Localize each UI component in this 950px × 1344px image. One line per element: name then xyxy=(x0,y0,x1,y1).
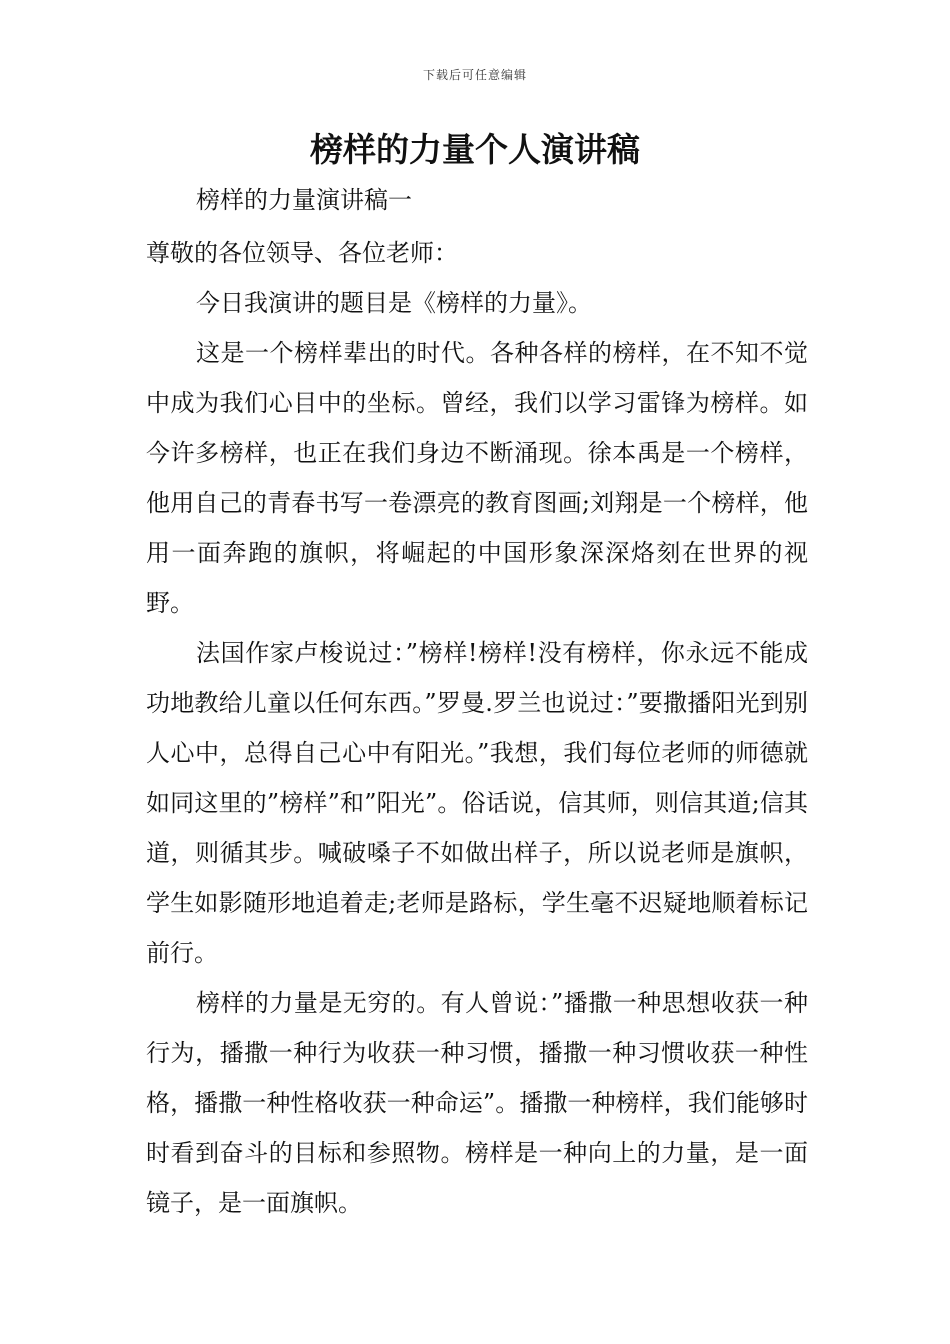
speech-topic: 今日我演讲的题目是《榜样的力量》。 xyxy=(196,289,592,317)
document-body xyxy=(146,178,808,1228)
paragraph-1: 这是一个榜样辈出的时代。各种各样的榜样，在不知不觉中成为我们心目中的坐标。曾经，我们以学习雷锋为榜样。如今许多榜样，也正在我们身边不断涌现。徐本禹是一个榜样，他用自己的青春书写一卷漂亮的教育图画;刘翔是一个榜样，他用一面奔跑的旗帜，将崛起的中国形象深深烙刻在世界的视野。 xyxy=(146,339,808,617)
salutation: 尊敬的各位领导、各位老师： xyxy=(146,239,458,267)
paragraph-2: 法国作家卢梭说过：”榜样!榜样!没有榜样，你永远不能成功地教给儿童以任何东西。”罗曼.罗兰也说过：”要撒播阳光到别人心中，总得自己心中有阳光。”我想，我们每位老师的师德就如同这里的”榜样”和”阳光”。俗话说，信其师，则信其道;信其道，则循其步。喊破嗓子不如做出样子，所以说老师是旗帜，学生如影随形地追着走;老师是路标，学生毫不迟疑地顺着标记前行。 xyxy=(146,639,808,967)
speech-subtitle: 榜样的力量演讲稿一 xyxy=(196,186,412,214)
header-note: 下载后可任意编辑 xyxy=(422,68,527,82)
paragraph-3: 榜样的力量是无穷的。有人曾说：”播撒一种思想收获一种行为，播撒一种行为收获一种习惯，播撒一种习惯收获一种性格，播撒一种性格收获一种命运”。播撒一种榜样，我们能够时时看到奋斗的目标和参照物。榜样是一种向上的力量，是一面镜子，是一面旗帜。 xyxy=(146,989,808,1217)
document-title: 榜样的力量个人演讲稿 xyxy=(310,130,640,169)
